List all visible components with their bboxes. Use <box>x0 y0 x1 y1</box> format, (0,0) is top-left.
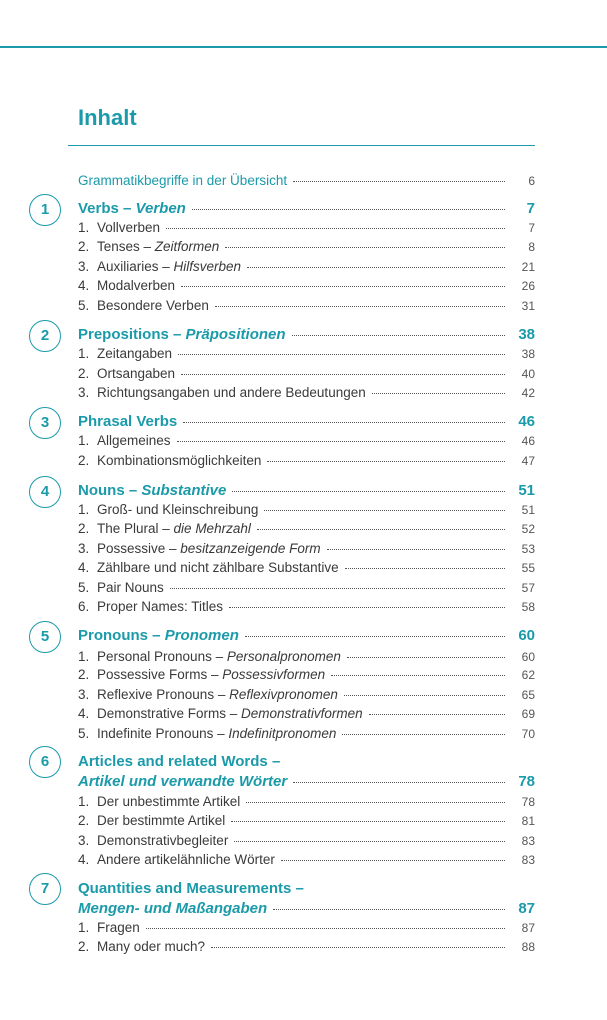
entry-label: 4. Andere artikelähnliche Wörter <box>78 852 275 867</box>
page-number: 26 <box>521 279 535 293</box>
entry-number: 1. <box>78 920 90 935</box>
section-title: Nouns – Substantive <box>78 482 227 499</box>
page-number: 46 <box>521 434 535 448</box>
dot-leader <box>281 860 505 861</box>
entry-number: 1. <box>78 346 90 361</box>
entry-label: 1. Zeitangaben <box>78 346 173 361</box>
dot-leader <box>211 947 505 948</box>
page-number: 47 <box>521 454 535 468</box>
toc-entry[interactable] <box>78 792 535 811</box>
dot-leader <box>267 461 505 462</box>
section-heading-entry[interactable] <box>78 411 535 432</box>
dot-leader <box>181 374 505 375</box>
entry-label: 5. Pair Nouns <box>78 580 164 595</box>
entry-number: 1. <box>78 502 90 517</box>
dot-leader <box>345 568 505 569</box>
page-number: 78 <box>521 795 535 809</box>
section-title <box>78 771 287 792</box>
dot-leader <box>229 607 505 608</box>
entry-number: 2. <box>78 667 90 682</box>
toc-entry[interactable] <box>78 850 535 869</box>
section-title-line[interactable]: Quantities and Measurements – <box>78 880 304 897</box>
entry-label: 3. Auxiliaries – Hilfsverben <box>78 259 242 274</box>
toc-entry[interactable] <box>78 276 535 295</box>
page-number: 78 <box>518 773 535 790</box>
dot-leader <box>369 714 505 715</box>
entry-label: 1. Vollverben <box>78 220 161 235</box>
entry-label-german: Demonstrativformen <box>241 706 363 721</box>
toc-entry[interactable] <box>78 665 535 684</box>
toc-intro-entry[interactable] <box>78 171 535 190</box>
intro-label: Grammatikbegriffe in der Übersicht <box>78 173 288 188</box>
toc-entry[interactable] <box>78 237 535 256</box>
entry-label: 1. Personal Pronouns – Personalpronomen <box>78 649 341 664</box>
dot-leader <box>347 657 505 658</box>
toc-entry[interactable] <box>78 519 535 538</box>
toc-entry[interactable] <box>78 344 535 363</box>
dot-leader <box>183 422 505 423</box>
dot-leader <box>178 354 505 355</box>
section-heading-entry[interactable] <box>78 480 535 501</box>
entry-label-german: Possessivformen <box>222 667 326 682</box>
page-number: 87 <box>521 921 535 935</box>
entry-number: 4. <box>78 560 90 575</box>
entry-label: 3. Reflexive Pronouns – Reflexivpronomen <box>78 687 338 702</box>
toc-entry[interactable] <box>78 539 535 558</box>
entry-number: 4. <box>78 706 90 721</box>
dot-leader <box>292 335 505 336</box>
toc-entry[interactable] <box>78 578 535 597</box>
page-number: 57 <box>521 581 535 595</box>
entry-label: 3. Demonstrativbegleiter <box>78 833 229 848</box>
page-number: 21 <box>521 260 535 274</box>
page-number: 52 <box>521 522 535 536</box>
dot-leader <box>166 228 505 229</box>
page-number: 53 <box>521 542 535 556</box>
page-number: 58 <box>521 600 535 614</box>
entry-number: 1. <box>78 433 90 448</box>
toc-entry[interactable] <box>78 597 535 616</box>
page-number: 70 <box>521 727 535 741</box>
dot-leader <box>231 821 505 822</box>
entry-label: 1. Fragen <box>78 920 140 935</box>
page-number: 83 <box>521 834 535 848</box>
entry-label-german: Reflexivpronomen <box>229 687 338 702</box>
toc-entry[interactable] <box>78 257 535 276</box>
dot-leader <box>372 393 505 394</box>
section-title-german: Verben <box>135 200 186 217</box>
entry-label: 2. Ortsangaben <box>78 366 176 381</box>
section-title: Phrasal Verbs <box>78 413 178 430</box>
page-number: 7 <box>526 200 535 217</box>
toc-entry[interactable] <box>78 431 535 450</box>
entry-number: 3. <box>78 385 90 400</box>
section-title-line[interactable]: Articles and related Words – <box>78 753 281 770</box>
entry-label-german: Zeitformen <box>154 239 220 254</box>
entry-label-german: Indefinitpronomen <box>228 726 337 741</box>
section-heading-entry[interactable] <box>78 198 535 219</box>
section-title-german: Substantive <box>141 482 227 499</box>
entry-label: 5. Besondere Verben <box>78 298 209 313</box>
entry-label: 1. Groß- und Kleinschreibung <box>78 502 259 517</box>
page-number: 81 <box>521 814 535 828</box>
section-heading-entry[interactable] <box>78 898 535 919</box>
section-number-circle: 6 <box>29 746 61 778</box>
page-number: 7 <box>528 221 535 235</box>
entry-label: 1. Der unbestimmte Artikel <box>78 794 241 809</box>
toc-entry[interactable] <box>78 451 535 470</box>
section-heading-entry[interactable] <box>78 771 535 792</box>
entry-label-german: die Mehrzahl <box>173 521 251 536</box>
entry-number: 6. <box>78 599 90 614</box>
toc-entry[interactable] <box>78 647 535 666</box>
page-number: 69 <box>521 707 535 721</box>
entry-label: 2. Possessive Forms – Possessivformen <box>78 667 326 682</box>
section-heading-entry[interactable] <box>78 324 535 345</box>
dot-leader <box>327 549 505 550</box>
page-number: 40 <box>521 367 535 381</box>
section-title: Verbs – Verben <box>78 200 186 217</box>
toc-entry[interactable] <box>78 918 535 937</box>
entry-label: 2. Tenses – Zeitformen <box>78 239 220 254</box>
toc-entry[interactable] <box>78 937 535 956</box>
entry-label: 2. The Plural – die Mehrzahl <box>78 521 251 536</box>
section-number-circle: 1 <box>29 194 61 226</box>
dot-leader <box>146 928 505 929</box>
dot-leader <box>344 695 505 696</box>
page-number: 31 <box>521 299 535 313</box>
entry-label: 4. Zählbare und nicht zählbare Substantive <box>78 560 339 575</box>
page-number: 42 <box>521 386 535 400</box>
entry-number: 4. <box>78 278 90 293</box>
section-title <box>78 898 267 919</box>
section-title-german: Artikel und verwandte Wörter <box>78 773 288 790</box>
page-number: 65 <box>521 688 535 702</box>
dot-leader <box>232 491 505 492</box>
page-number: 51 <box>521 503 535 517</box>
dot-leader <box>257 529 505 530</box>
toc-entry[interactable] <box>78 704 535 723</box>
dot-leader <box>245 636 505 637</box>
entry-number: 3. <box>78 259 90 274</box>
section-title: Prepositions – Präpositionen <box>78 326 286 343</box>
page-title: Inhalt <box>78 105 137 130</box>
page-number: 88 <box>521 940 535 954</box>
section-heading-entry[interactable] <box>78 625 535 646</box>
entry-label: 2. Kombinationsmöglichkeiten <box>78 453 262 468</box>
page-number: 55 <box>521 561 535 575</box>
dot-leader <box>264 510 505 511</box>
entry-number: 1. <box>78 649 90 664</box>
entry-number: 1. <box>78 220 90 235</box>
entry-number: 5. <box>78 580 90 595</box>
section-title-german: Pronomen <box>164 627 239 644</box>
section-number-circle: 5 <box>29 621 61 653</box>
dot-leader <box>234 841 505 842</box>
entry-number: 2. <box>78 453 90 468</box>
entry-number: 4. <box>78 852 90 867</box>
page-number: 62 <box>521 668 535 682</box>
toc-entry[interactable] <box>78 558 535 577</box>
toc-entry[interactable] <box>78 364 535 383</box>
dot-leader <box>225 247 505 248</box>
dot-leader <box>247 267 505 268</box>
entry-label: 4. Demonstrative Forms – Demonstrativformen <box>78 706 363 721</box>
entry-number: 1. <box>78 794 90 809</box>
entry-label: 2. Der bestimmte Artikel <box>78 813 226 828</box>
page-number: 60 <box>521 650 535 664</box>
dot-leader <box>342 734 505 735</box>
entry-number: 2. <box>78 813 90 828</box>
toc-entry[interactable] <box>78 218 535 237</box>
section-number-circle: 3 <box>29 407 61 439</box>
dot-leader <box>273 909 505 910</box>
dot-leader <box>170 588 505 589</box>
dot-leader <box>192 209 505 210</box>
entry-number: 2. <box>78 939 90 954</box>
entry-label: 1. Allgemeines <box>78 433 171 448</box>
entry-number: 2. <box>78 521 90 536</box>
page-number: 38 <box>521 347 535 361</box>
entry-label: 3. Possessive – besitzanzeigende Form <box>78 541 321 556</box>
page-number: 8 <box>528 240 535 254</box>
entry-number: 2. <box>78 366 90 381</box>
entry-number: 5. <box>78 298 90 313</box>
entry-number: 3. <box>78 833 90 848</box>
section-number-circle: 2 <box>29 320 61 352</box>
page-number: 6 <box>528 174 535 188</box>
dot-leader <box>181 286 505 287</box>
toc-entry[interactable] <box>78 685 535 704</box>
toc-entry[interactable] <box>78 383 535 402</box>
section-number-circle: 4 <box>29 476 61 508</box>
toc-entry[interactable] <box>78 296 535 315</box>
toc-entry[interactable] <box>78 831 535 850</box>
dot-leader <box>331 675 505 676</box>
entry-label-german: Hilfsverben <box>173 259 242 274</box>
entry-label: 4. Modalverben <box>78 278 176 293</box>
entry-label: 3. Richtungsangaben und andere Bedeutungen <box>78 385 366 400</box>
entry-label-german: besitzanzeigende Form <box>180 541 321 556</box>
page-number: 60 <box>518 627 535 644</box>
entry-number: 3. <box>78 687 90 702</box>
entry-label: 5. Indefinite Pronouns – Indefinitpronomen <box>78 726 337 741</box>
section-number-circle: 7 <box>29 873 61 905</box>
entry-label: 2. Many oder much? <box>78 939 206 954</box>
entry-number: 5. <box>78 726 90 741</box>
page-number: 46 <box>518 413 535 430</box>
entry-label-german: Personalpronomen <box>226 649 341 664</box>
entry-label: 6. Proper Names: Titles <box>78 599 224 614</box>
dot-leader <box>293 181 505 182</box>
page-number: 51 <box>518 482 535 499</box>
page-number: 87 <box>518 900 535 917</box>
dot-leader <box>177 441 505 442</box>
dot-leader <box>293 782 505 783</box>
entry-number: 3. <box>78 541 90 556</box>
dot-leader <box>246 802 505 803</box>
dot-leader <box>215 306 505 307</box>
toc-entry[interactable] <box>78 724 535 743</box>
section-title-german: Präpositionen <box>185 326 286 343</box>
section-title: Pronouns – Pronomen <box>78 627 239 644</box>
page-number: 38 <box>518 326 535 343</box>
toc-entry[interactable] <box>78 500 535 519</box>
section-title-german: Mengen- und Maßangaben <box>78 900 268 917</box>
entry-number: 2. <box>78 239 90 254</box>
page-number: 83 <box>521 853 535 867</box>
toc-entry[interactable] <box>78 811 535 830</box>
